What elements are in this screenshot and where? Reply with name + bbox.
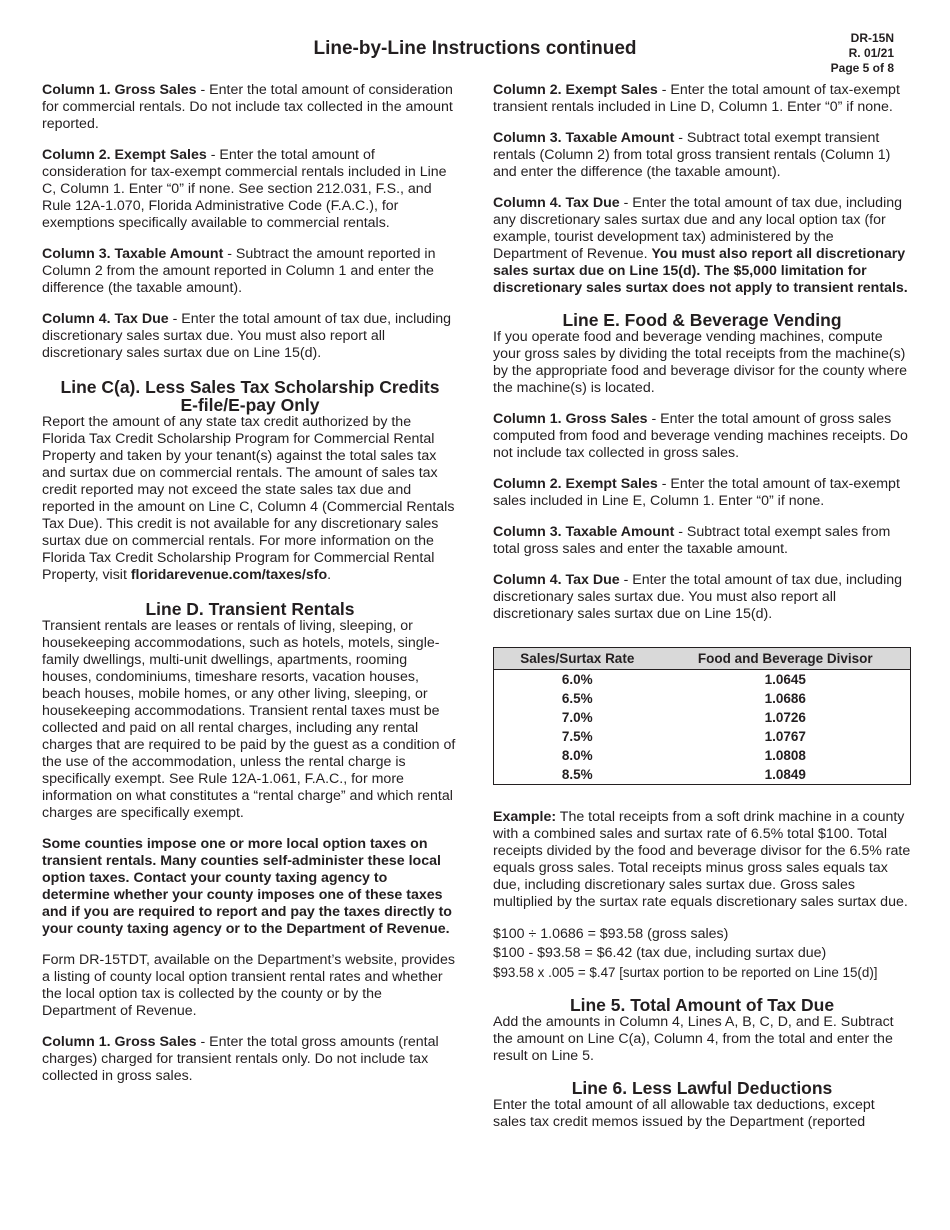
line-d-local-option-note	[42, 836, 458, 938]
line-c-column-3	[42, 246, 458, 297]
line-e-column-2-heading: Column 2. Exempt Sales	[493, 476, 658, 492]
line-c-column-4-text: - Enter the total amount of tax due, including discretionary sales surtax due. You must also report all discretionary sales surtax due on Line 15(d).	[42, 311, 451, 361]
divisor-cell: 1.0849	[764, 767, 806, 782]
form-id-block	[831, 31, 894, 76]
line-d-text: Transient rentals are leases or rentals of living, sleeping, or housekeeping accommodations, such as hotels, motels, single-family dwellings, multi-unit dwellings, apartments, rooming houses, condominiums, timeshare resorts, vacation houses, beach houses, mobile homes, or any other living, sleeping, or housekeeping accommodations. Transient rental taxes must be collected and paid on all rental charges, including any rental charges that are required to be paid by the guest as a condition of the use of the accommodation, unless the rental charge is specifically exempt. See Rule 12A-1.061, F.A.C., for more information on what constitutes a “rental charge” and which rental charges are specifically exempt.	[42, 618, 456, 821]
divisor-cell: 1.0767	[764, 729, 806, 744]
calc-line-gross-sales: $100 ÷ 1.0686 = $93.58 (gross sales)	[493, 926, 729, 942]
line-d-column-2-text: - Enter the total amount of tax-exempt transient rentals included in Line D, Column 1. Enter “0” if none.	[493, 82, 900, 115]
line-ca-heading	[42, 378, 458, 414]
line-e-column-1-text: - Enter the total amount of gross sales computed from food and beverage vending machines receipts. Do not include tax collected in gross sales.	[493, 411, 908, 461]
line-e-column-3-heading: Column 3. Taxable Amount	[493, 524, 675, 540]
line-d-column-3-text: - Subtract total exempt transient rentals (Column 2) from total gross transient rentals (Column 1) and enter the difference (the taxable amount).	[493, 130, 891, 180]
line-d-column-1-text: - Enter the total gross amounts (rental charges) charged for transient rentals only. Do not include tax collected in gross sales.	[42, 1034, 439, 1084]
line-e-heading: Line E. Food & Beverage Vending	[562, 310, 842, 330]
line-e-column-4-text: - Enter the total amount of tax due, including discretionary sales surtax due. You must also report all discretionary sales surtax due on Line 15(d).	[493, 572, 902, 622]
line-c-column-1	[42, 82, 458, 133]
line-c-column-3-heading: Column 3. Taxable Amount	[42, 246, 224, 262]
line-c-column-2-text: - Enter the total amount of consideration for tax-exempt commercial rentals included in Line C, Column 1. Enter “0” if none. See section 212.031, F.S., and Rule 12A-1.070, Florida Administrative Code (F.A.C.), for exemptions specifically available to commercial rentals.	[42, 147, 447, 231]
example-heading: Example:	[493, 809, 557, 825]
table-row	[494, 708, 911, 727]
form-revision: R. 01/21	[848, 46, 894, 60]
example-calculations	[493, 925, 911, 982]
line-d-column-1-heading: Column 1. Gross Sales	[42, 1034, 197, 1050]
divisor-table	[493, 647, 911, 785]
calc-line-surtax: $93.58 x .005 = $.47 [surtax portion to be reported on Line 15(d)]	[493, 965, 878, 980]
line-ca-body: Report the amount of any state tax credit authorized by the Florida Tax Credit Scholarship Program for Commercial Rental Property and taken by your tenant(s) against the total sales tax and surtax due on commercial rentals. The amount of sales tax credit reported may not exceed the state sales tax due and reported in the amount on Line C, Column 4 (Commercial Rentals Tax Due). This credit is not available for any discretionary sales surtax due on commercial rentals. For more information on the Florida Tax Credit Scholarship Program for Commercial Rental Property, visit	[42, 414, 455, 583]
line-5-heading: Line 5. Total Amount of Tax Due	[569, 995, 835, 1015]
divisor-cell: 1.0645	[764, 672, 806, 687]
page-number: Page 5 of 8	[830, 61, 894, 75]
line-c-column-4-heading: Column 4. Tax Due	[42, 311, 169, 327]
line-d-column-2	[493, 82, 911, 116]
line-e-column-1-heading: Column 1. Gross Sales	[493, 411, 648, 427]
rate-cell: 8.5%	[561, 767, 593, 782]
line-c-column-1-text: - Enter the total amount of consideration for commercial rentals. Do not include tax collected in the amount reported.	[42, 82, 453, 132]
line-6-text: Enter the total amount of all allowable tax deductions, except sales tax credit memos issued by the Department (reported	[493, 1097, 875, 1130]
line-c-column-1-heading: Column 1. Gross Sales	[42, 82, 197, 98]
line-d-local-option-bold: Some counties impose one or more local option taxes on transient rentals. Many counties self-administer these local option taxes. Contact your county taxing agency to determine whether your county imposes one of these taxes and if you are required to report and pay the taxes directly to your county taxing agency or to the Department of Revenue.	[42, 836, 452, 937]
page-title: Line-by-Line Instructions continued	[313, 38, 637, 59]
line-d-column-1	[42, 1034, 458, 1085]
line-d-column-4-text: - Enter the total amount of tax due, including any discretionary sales surtax due and any local option tax (for example, tourist development tax) administered by the Department of Revenue.	[493, 195, 902, 262]
table-row	[494, 746, 911, 765]
line-d-column-4	[493, 195, 911, 297]
table-row	[494, 670, 911, 690]
line-d-heading: Line D. Transient Rentals	[145, 599, 355, 619]
line-e-column-4	[493, 572, 911, 623]
table-row	[494, 765, 911, 785]
line-e-text: If you operate food and beverage vending machines, compute your gross sales by dividing the total receipts from the machine(s) by the appropriate food and beverage divisor for the county where the machine(s) is located.	[493, 329, 908, 396]
line-ca-text	[42, 414, 458, 584]
line-5-text: Add the amounts in Column 4, Lines A, B, C, D, and E. Subtract the amount on Line C(a), Column 4, from the total and enter the result on Line 5.	[493, 1014, 894, 1064]
divisor-table-header-row	[494, 648, 911, 670]
line-e-column-2-text: - Enter the total amount of tax-exempt sales included in Line E, Column 1. Enter “0” if none.	[493, 476, 900, 509]
line-c-column-2	[42, 147, 458, 232]
line-c-column-3-text: - Subtract the amount reported in Column 2 from the amount reported in Column 1 and enter the difference (the taxable amount).	[42, 246, 436, 296]
line-d-column-3	[493, 130, 911, 181]
line-e-column-3	[493, 524, 911, 558]
divisor-table-header: Sales/Surtax Rate	[494, 648, 661, 670]
table-row	[494, 727, 911, 746]
line-c-column-4	[42, 311, 458, 362]
divisor-cell: 1.0726	[764, 710, 806, 725]
divisor-table-header: Food and Beverage Divisor	[661, 648, 911, 670]
line-ca-end: .	[327, 567, 332, 583]
line-c-column-2-heading: Column 2. Exempt Sales	[42, 147, 207, 163]
line-ca-heading-line-2: E-file/E-pay Only	[180, 395, 320, 415]
form-number: DR-15N	[850, 31, 894, 45]
calc-line-tax-due: $100 - $93.58 = $6.42 (tax due, including surtax due)	[493, 945, 827, 961]
example-paragraph	[493, 809, 911, 911]
line-d-column-3-heading: Column 3. Taxable Amount	[493, 130, 675, 146]
line-e-column-2	[493, 476, 911, 510]
rate-cell: 8.0%	[561, 748, 593, 763]
line-e-column-3-text: - Subtract total exempt sales from total gross sales and enter the taxable amount.	[493, 524, 891, 557]
rate-cell: 6.0%	[561, 672, 593, 687]
divisor-cell: 1.0808	[764, 748, 806, 763]
right-column	[493, 82, 911, 1145]
line-e-column-4-heading: Column 4. Tax Due	[493, 572, 620, 588]
divisor-cell: 1.0686	[764, 691, 806, 706]
table-row	[494, 689, 911, 708]
example-text: The total receipts from a soft drink machine in a county with a combined sales and surtax rate of 6.5% total $100. Total receipts divided by the food and beverage divisor for the 6.5% rate equals gross sales. Total receipts minus gross sales equals tax due, including discretionary sales surtax due. Gross sales multiplied by the surtax rate equals discretionary sales surtax due.	[493, 809, 911, 910]
line-d-form-note: Form DR-15TDT, available on the Department’s website, provides a listing of county local option transient rental rates and whether the local option tax is collected by the county or by the Department of Revenue.	[42, 952, 455, 1019]
line-ca-heading-line-1: Line C(a). Less Sales Tax Scholarship Credits	[60, 377, 440, 397]
rate-cell: 7.0%	[561, 710, 593, 725]
line-6-heading: Line 6. Less Lawful Deductions	[571, 1078, 833, 1098]
line-d-column-2-heading: Column 2. Exempt Sales	[493, 82, 658, 98]
sfo-link[interactable]: floridarevenue.com/taxes/sfo	[130, 567, 328, 583]
line-d-column-4-heading: Column 4. Tax Due	[493, 195, 620, 211]
line-d-column-4-bold: You must also report all discretionary sales surtax due on Line 15(d). The $5,000 limitation for discretionary sales surtax does not apply to transient rentals.	[493, 246, 908, 296]
rate-cell: 6.5%	[561, 691, 593, 706]
left-column	[42, 82, 458, 1099]
rate-cell: 7.5%	[561, 729, 593, 744]
line-e-column-1	[493, 411, 911, 462]
